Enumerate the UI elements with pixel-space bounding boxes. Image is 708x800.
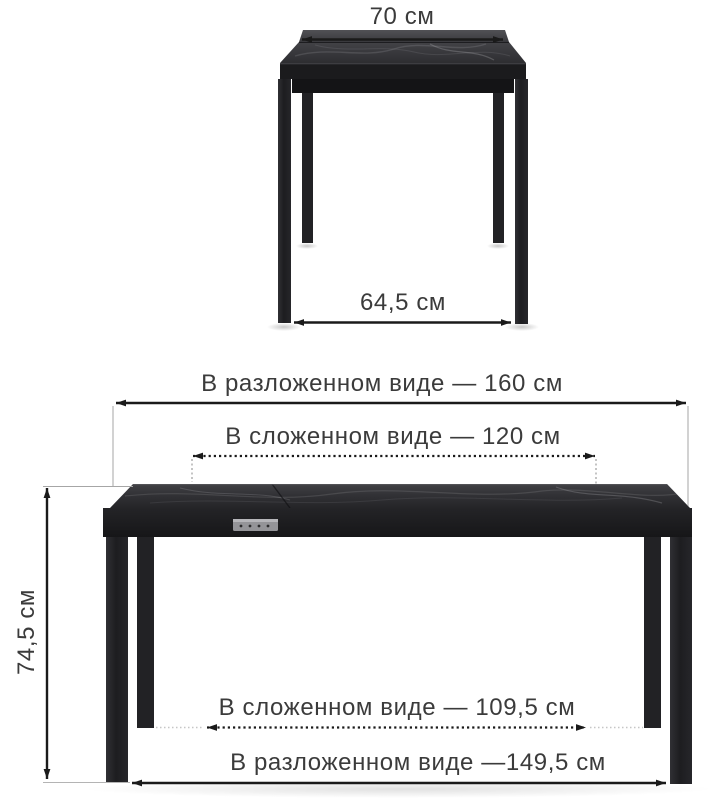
side-leg-front-right (670, 537, 692, 784)
front-view (267, 30, 539, 331)
front-apron (292, 79, 514, 93)
side-height-label: 74,5 см (13, 588, 40, 676)
side-unfolded-length-label: В разложенном виде — 160 см (201, 370, 563, 397)
side-apron (103, 508, 692, 537)
side-view (43, 403, 708, 798)
front-base-label: 64,5 см (359, 289, 447, 316)
side-tabletop-surface (110, 484, 690, 508)
side-unfolded-base-label: В разложенном виде —149,5 см (230, 749, 606, 776)
table-leg-back-left (302, 90, 313, 243)
side-leg-back-right (644, 537, 661, 728)
extension-latch (233, 519, 278, 531)
front-leg-shadow (505, 323, 539, 331)
side-folded-length-label: В сложенном виде — 120 см (225, 423, 561, 450)
side-leg-front-left (106, 537, 128, 783)
side-leg-back-left (137, 537, 154, 728)
table-leg-front-left (278, 79, 291, 323)
tabletop-front-edge (280, 63, 526, 79)
front-width-label: 70 см (369, 3, 435, 30)
front-leg-shadow (296, 243, 318, 249)
front-leg-shadow (267, 323, 301, 331)
table-leg-back-right (493, 90, 504, 243)
side-folded-base-label: В сложенном виде — 109,5 см (218, 694, 576, 721)
table-leg-front-right (515, 79, 528, 324)
front-leg-shadow (487, 243, 509, 249)
